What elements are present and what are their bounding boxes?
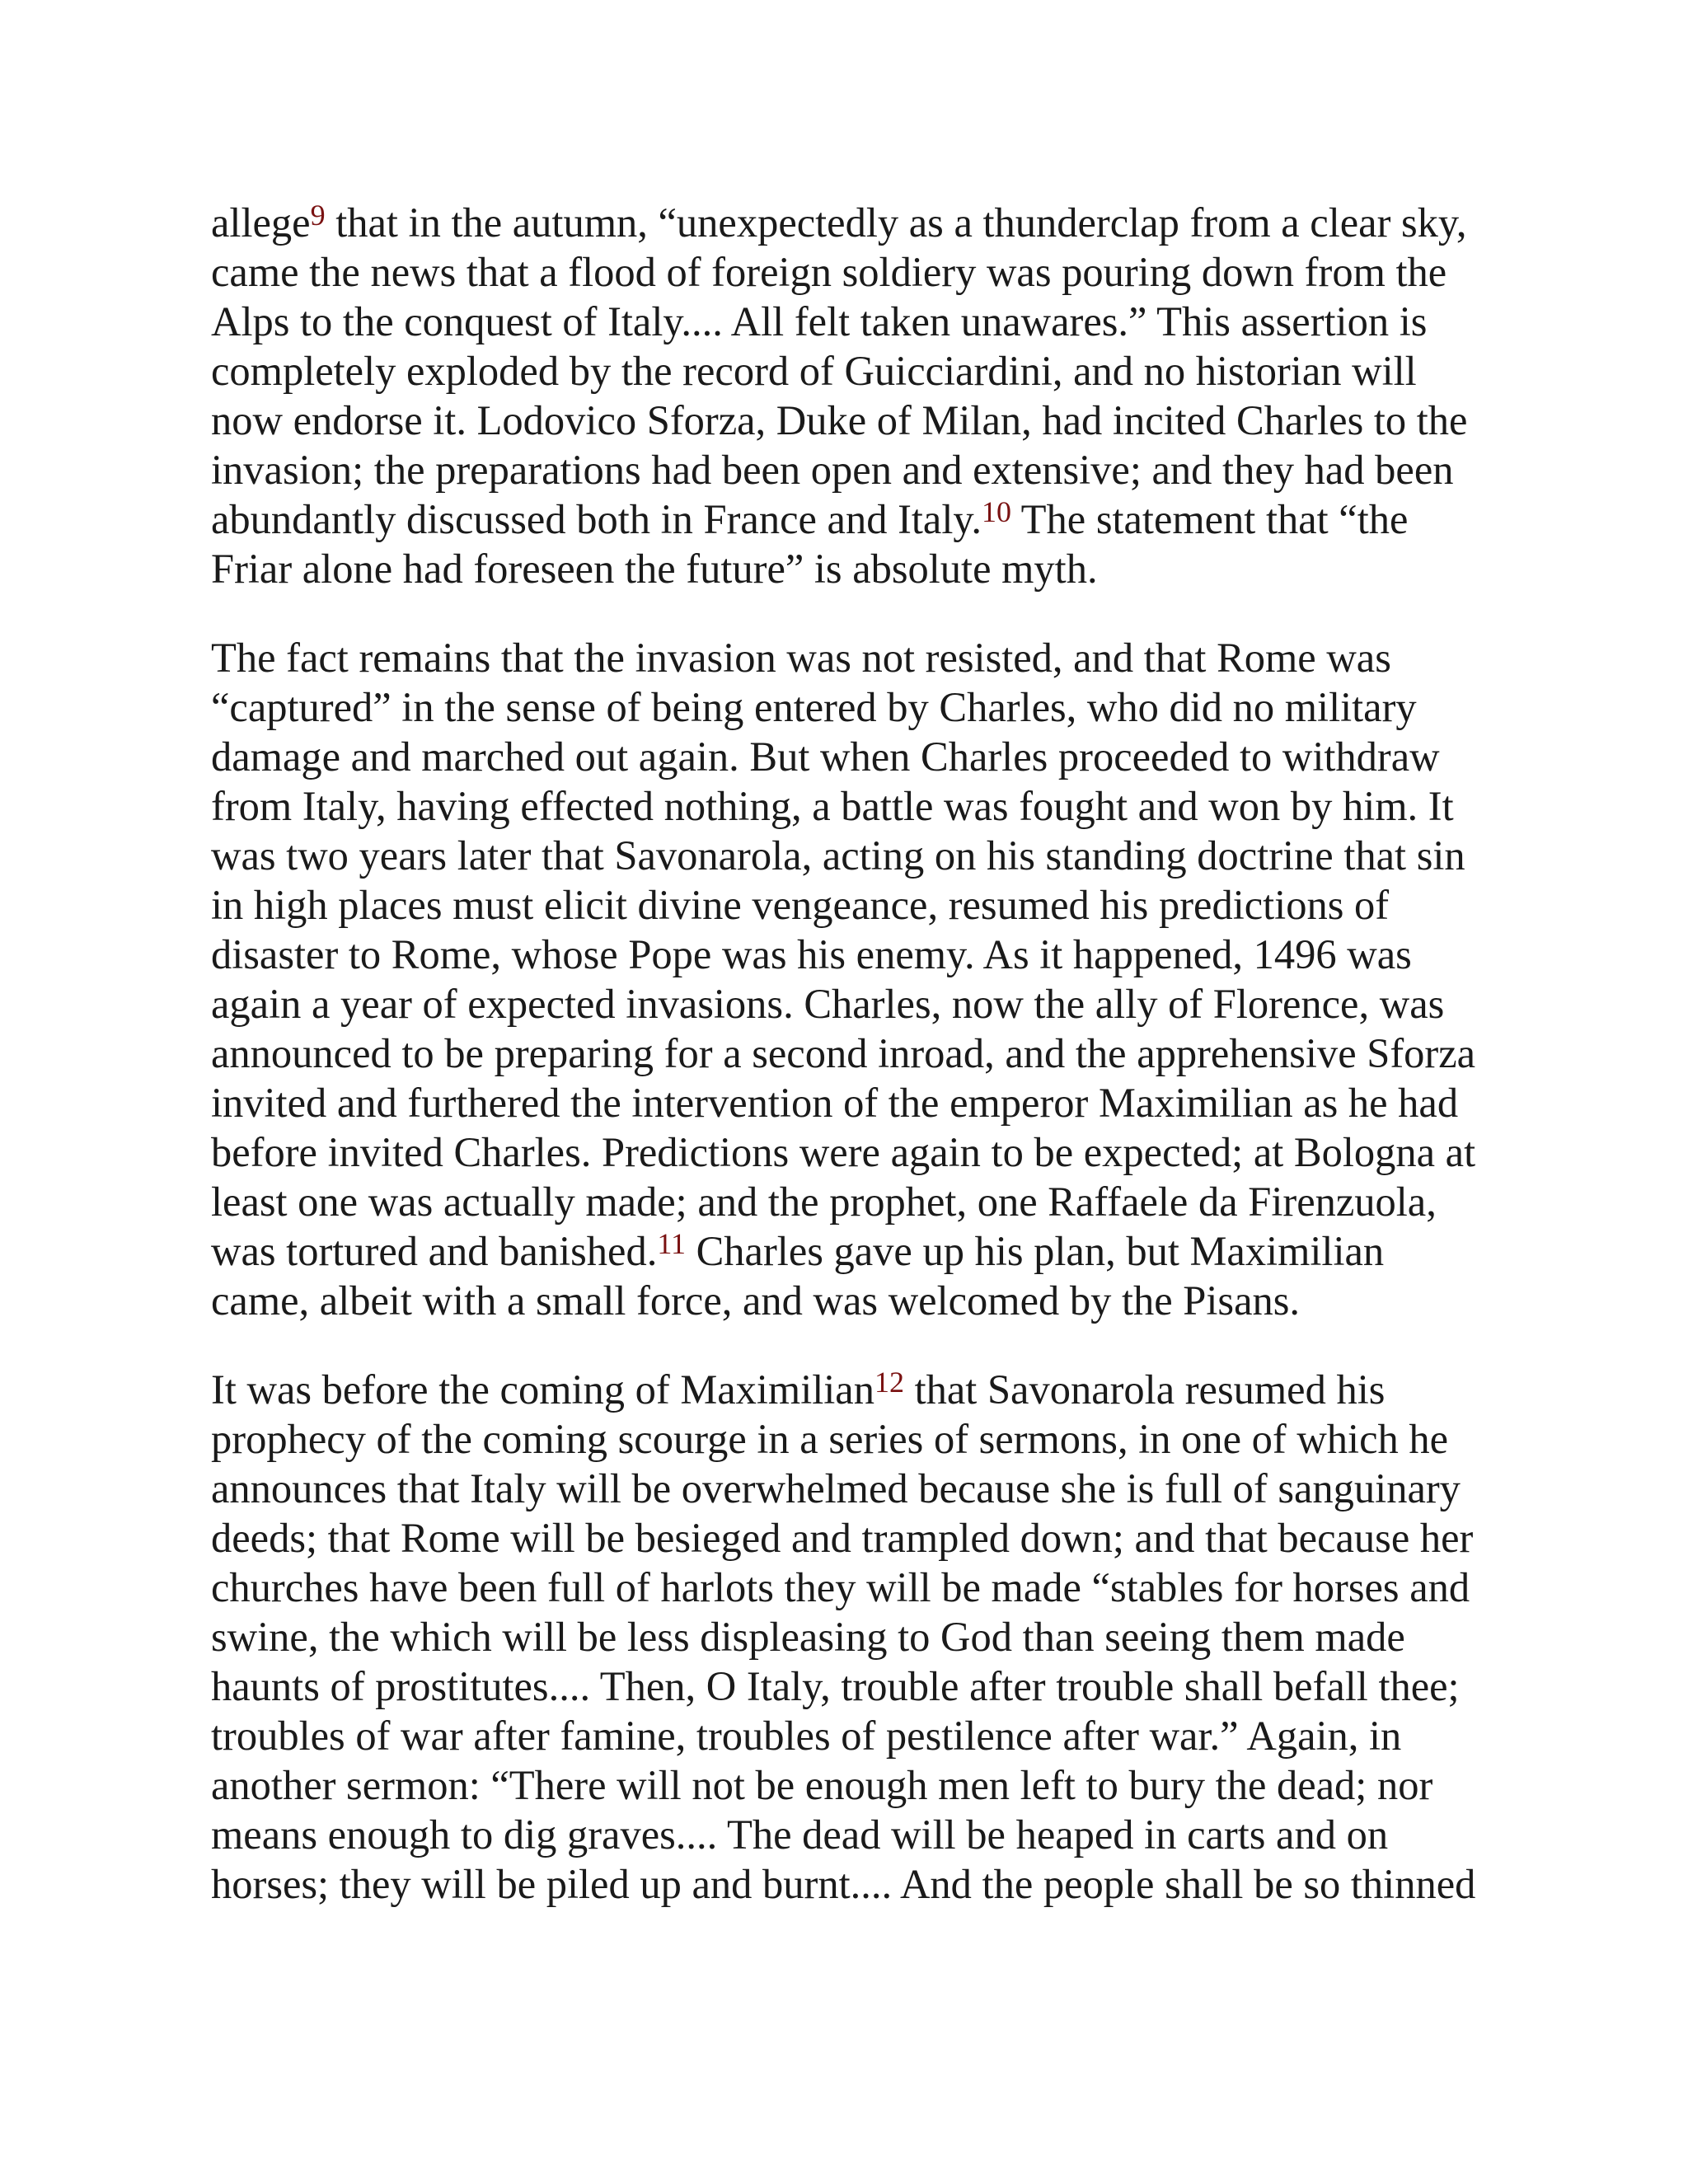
text-segment: completely exploded by the record of Guicciardini, and no historian will: [211, 348, 1417, 394]
paragraph: [211, 633, 1497, 1325]
text-segment: least one was actually made; and the prophet, one Raffaele da Firenzuola,: [211, 1179, 1437, 1225]
text-line: [211, 1365, 1497, 1414]
text-line: [211, 781, 1497, 831]
text-segment: came, albeit with a small force, and was welcomed by the Pisans.: [211, 1277, 1301, 1324]
footnote-marker[interactable]: 9: [310, 199, 326, 232]
text-segment: churches have been full of harlots they will be made “stables for horses and: [211, 1564, 1470, 1610]
text-segment: Friar alone had foreseen the future” is absolute myth.: [211, 546, 1098, 592]
body-text: [211, 198, 1497, 1948]
text-segment: now endorse it. Lodovico Sforza, Duke of Milan, had incited Charles to the: [211, 397, 1468, 443]
text-segment: The fact remains that the invasion was not resisted, and that Rome was: [211, 635, 1391, 681]
footnote-marker[interactable]: 10: [981, 495, 1011, 528]
text-line: [211, 1612, 1497, 1661]
text-segment: prophecy of the coming scourge in a series of sermons, in one of which he: [211, 1416, 1449, 1462]
text-line: [211, 1513, 1497, 1563]
text-segment: haunts of prostitutes.... Then, O Italy, trouble after trouble shall befall thee;: [211, 1663, 1460, 1709]
paragraph: [211, 198, 1497, 593]
text-line: [211, 1276, 1497, 1325]
text-line: [211, 1464, 1497, 1513]
text-segment: was tortured and banished.: [211, 1228, 658, 1274]
text-segment: damage and marched out again. But when Charles proceeded to withdraw: [211, 733, 1440, 780]
text-line: [211, 831, 1497, 880]
text-segment: before invited Charles. Predictions were again to be expected; at Bologna at: [211, 1129, 1476, 1175]
text-segment: troubles of war after famine, troubles of pestilence after war.” Again, in: [211, 1713, 1402, 1759]
text-line: [211, 346, 1497, 396]
text-line: [211, 544, 1497, 593]
text-line: [211, 633, 1497, 682]
text-segment: came the news that a flood of foreign soldiery was pouring down from the: [211, 249, 1447, 295]
text-segment: that in the autumn, “unexpectedly as a thunderclap from a clear sky,: [325, 199, 1467, 246]
text-line: [211, 1661, 1497, 1711]
text-segment: The statement that “the: [1010, 496, 1409, 542]
text-line: [211, 1563, 1497, 1612]
paragraph: [211, 1365, 1497, 1909]
text-line: [211, 1414, 1497, 1464]
text-line: [211, 1226, 1497, 1276]
text-line: [211, 198, 1497, 247]
text-line: [211, 494, 1497, 544]
text-line: [211, 1177, 1497, 1226]
text-segment: invasion; the preparations had been open and extensive; and they had been: [211, 447, 1454, 493]
text-segment: another sermon: “There will not be enough men left to bury the dead; nor: [211, 1762, 1433, 1808]
text-line: [211, 682, 1497, 732]
text-line: [211, 1711, 1497, 1760]
text-segment: announces that Italy will be overwhelmed because she is full of sanguinary: [211, 1465, 1461, 1511]
text-segment: means enough to dig graves.... The dead will be heaped in carts and on: [211, 1811, 1389, 1858]
text-segment: that Savonarola resumed his: [903, 1366, 1386, 1413]
text-segment: abundantly discussed both in France and Italy.: [211, 496, 982, 542]
text-line: [211, 247, 1497, 297]
text-segment: horses; they will be piled up and burnt.... And the people shall be so thinned: [211, 1861, 1476, 1907]
text-segment: announced to be preparing for a second inroad, and the apprehensive Sforza: [211, 1030, 1476, 1076]
text-line: [211, 1810, 1497, 1859]
text-line: [211, 396, 1497, 445]
text-line: [211, 1029, 1497, 1078]
text-line: [211, 1078, 1497, 1127]
text-line: [211, 297, 1497, 346]
text-segment: disaster to Rome, whose Pope was his enemy. As it happened, 1496 was: [211, 931, 1412, 977]
text-line: [211, 1760, 1497, 1810]
text-segment: allege: [211, 199, 311, 246]
text-line: [211, 880, 1497, 930]
text-line: [211, 979, 1497, 1029]
text-segment: swine, the which will be less displeasing to God than seeing them made: [211, 1614, 1405, 1660]
text-segment: deeds; that Rome will be besieged and trampled down; and that because her: [211, 1515, 1474, 1561]
text-line: [211, 1859, 1497, 1909]
text-line: [211, 445, 1497, 494]
footnote-marker[interactable]: 12: [874, 1366, 904, 1399]
text-segment: It was before the coming of Maximilian: [211, 1366, 874, 1413]
text-segment: again a year of expected invasions. Charles, now the ally of Florence, was: [211, 981, 1445, 1027]
text-line: [211, 1127, 1497, 1177]
text-line: [211, 732, 1497, 781]
text-segment: from Italy, having effected nothing, a battle was fought and won by him. It: [211, 783, 1454, 829]
text-segment: “captured” in the sense of being entered by Charles, who did no military: [211, 684, 1417, 730]
text-segment: Charles gave up his plan, but Maximilian: [686, 1228, 1385, 1274]
text-line: [211, 930, 1497, 979]
text-segment: Alps to the conquest of Italy.... All felt taken unawares.” This assertion is: [211, 298, 1428, 344]
text-segment: invited and furthered the intervention of the emperor Maximilian as he had: [211, 1080, 1459, 1126]
text-segment: in high places must elicit divine vengeance, resumed his predictions of: [211, 882, 1390, 928]
footnote-marker[interactable]: 11: [657, 1227, 686, 1260]
text-segment: was two years later that Savonarola, acting on his standing doctrine that sin: [211, 832, 1465, 879]
